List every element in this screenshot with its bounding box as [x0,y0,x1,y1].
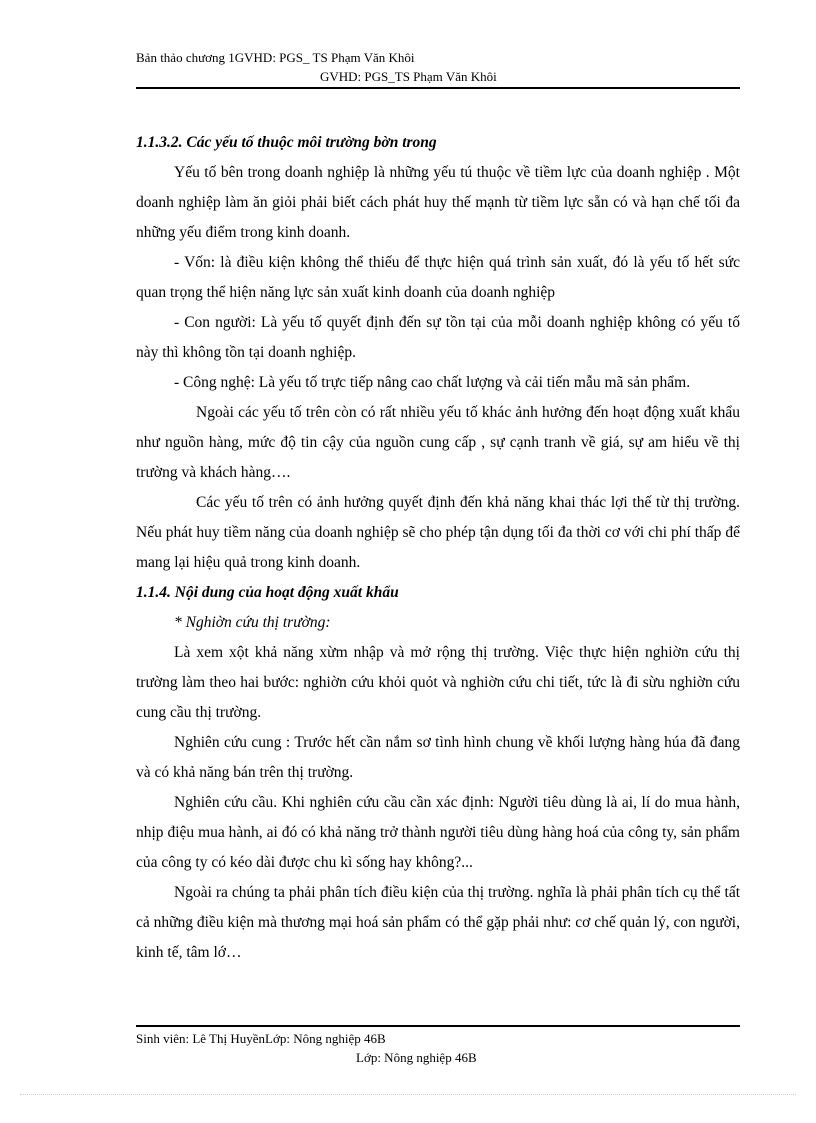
paragraph: Yếu tố bên trong doanh nghiệp là những yếu tú thuộc về tiềm lực của doanh nghiệp . Một doanh nghiệp làm ăn giỏi phải biết cách phát huy thế mạnh từ tiềm lực sẵn có và hạn chế tối đa những yếu điểm trong kinh doanh. [136,164,740,241]
section-heading-1-1-3-2: 1.1.3.2. Các yếu tố thuộc môi trường bờn trong [136,134,437,151]
footer-line-1: Sinh viên: Lê Thị HuyềnLớp: Nông nghiệp 46B [136,1031,386,1046]
header-line-1: Bản thảo chương 1GVHD: PGS_ TS Phạm Văn Khôi [136,50,415,65]
paragraph: Nghiên cứu cầu. Khi nghiên cứu cầu cần xác định: Người tiêu dùng là ai, lí do mua hành, nhịp điệu mua hành, ai đó có khả năng trở thành người tiêu dùng hàng hoá của công ty, sản phẩm của công ty có kéo dài được chu kì sống hay không?... [136,794,740,871]
page-body [136,128,740,968]
paragraph: Là xem xột khả năng xừm nhập và mở rộng thị trường. Việc thực hiện nghiờn cứu thị trường làm theo hai bước: nghiờn cứu khỏi quỏt và nghiờn cứu chi tiết, tức là đi sừu nghiờn cứu cung cầu thị trường. [136,644,740,721]
paragraph: Các yếu tố trên có ảnh hưởng quyết định đến khả năng khai thác lợi thế từ thị trường. Nếu phát huy tiềm năng của doanh nghiệp sẽ cho phép tận dụng tối đa thời cơ với chi phí thấp để mang lại hiệu quả trong kinh doanh. [136,494,740,571]
subheading-market-research: * Nghiờn cứu thị trường: [174,614,331,631]
paragraph: Ngoài các yếu tố trên còn có rất nhiều yếu tố khác ảnh hưởng đến hoạt động xuất khẩu như nguồn hàng, mức độ tin cậy của nguồn cung cấp , sự cạnh tranh về giá, sự am hiểu về thị trường và khách hàng…. [136,404,740,481]
header-line-2: GVHD: PGS_TS Phạm Văn Khôi [320,69,497,84]
footer-rule [136,1025,740,1027]
paragraph: Ngoài ra chúng ta phải phân tích điều kiện của thị trường. nghĩa là phải phân tích cụ thể tất cả những điều kiện mà thương mại hoá sản phẩm có thể gặp phải như: cơ chế quản lý, con người, kinh tế, tâm lớ… [136,884,740,961]
footer-line-2: Lớp: Nông nghiệp 46B [356,1050,477,1065]
paragraph-von: - Vốn: là điều kiện không thể thiếu để thực hiện quá trình sản xuất, đó là yếu tố hết sức quan trọng thể hiện năng lực sản xuất kinh doanh của doanh nghiệp [136,254,740,301]
page-bottom-dotted-line [20,1094,796,1095]
paragraph: Nghiên cứu cung : Trước hết cần nắm sơ tình hình chung về khối lượng hàng húa đã đang và có khả năng bán trên thị trường. [136,734,740,781]
paragraph-cong-nghe: - Công nghệ: Là yếu tố trực tiếp nâng cao chất lượng và cải tiến mẫu mã sản phẩm. [174,374,691,391]
paragraph-con-nguoi: - Con người: Là yếu tố quyết định đến sự tồn tại của mỗi doanh nghiệp không có yếu tố này thì không tồn tại doanh nghiệp. [136,314,740,361]
header-rule [136,87,740,89]
section-heading-1-1-4: 1.1.4. Nội dung của hoạt động xuất khẩu [136,584,399,601]
